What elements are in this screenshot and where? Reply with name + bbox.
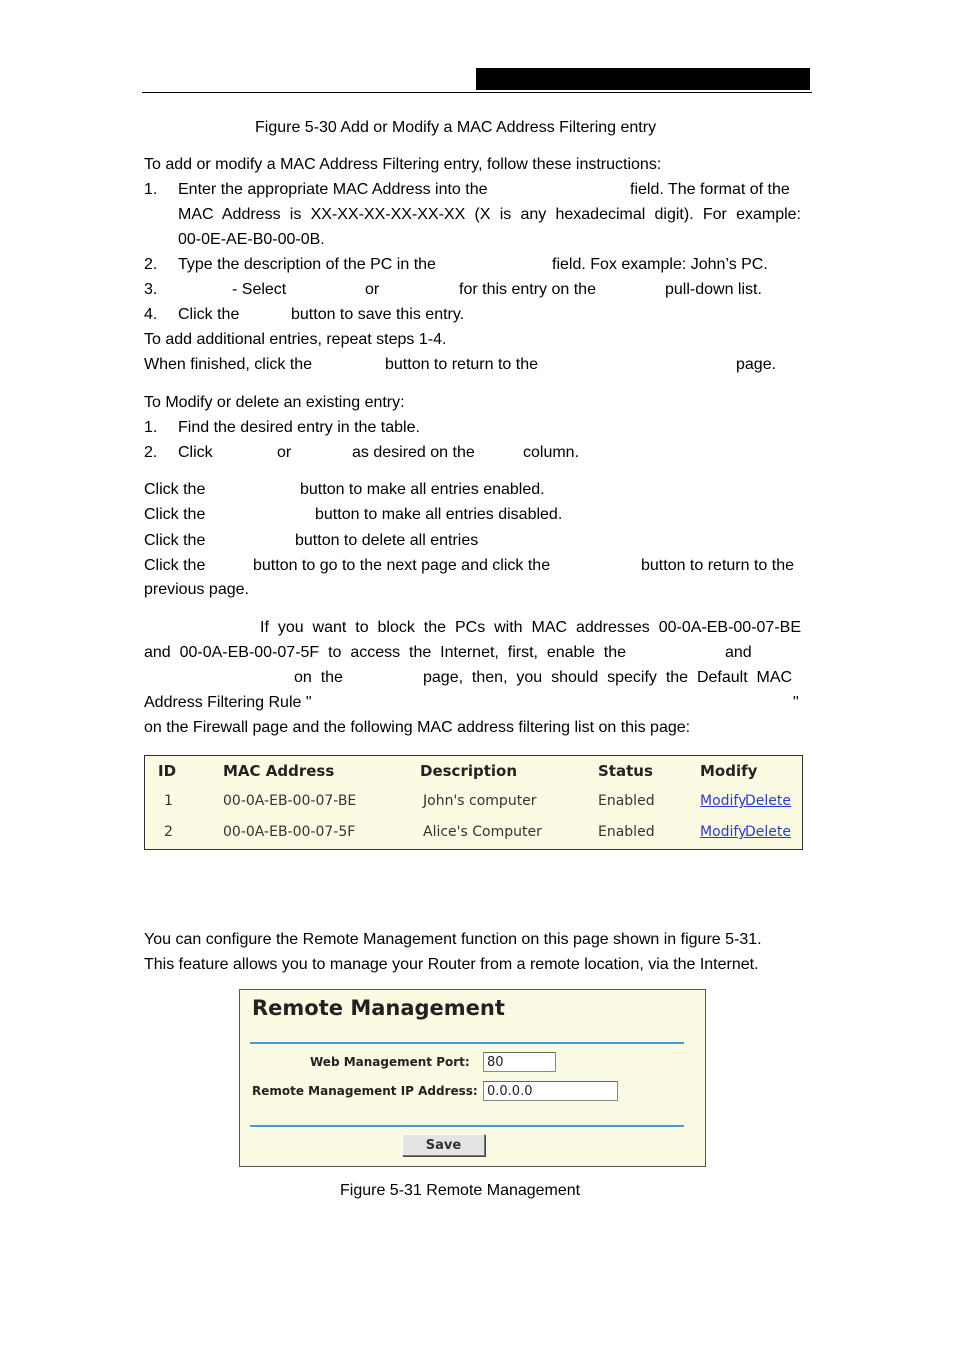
row-status: Enabled: [598, 793, 655, 809]
figure-30-caption: Figure 5-30 Add or Modify a MAC Address Filtering entry: [255, 119, 657, 136]
step-number: 2.: [144, 444, 158, 461]
header-description: Description: [420, 762, 518, 780]
row-description: Alice's Computer: [423, 824, 542, 840]
step-1-line-3: 00-0E-AE-B0-00-0B.: [178, 231, 325, 248]
click-enable-a: Click the: [144, 481, 206, 498]
delete-link[interactable]: Delete: [745, 824, 791, 840]
finished-text-a: When finished, click the: [144, 356, 313, 373]
step-2-text-a: Type the description of the PC in the: [178, 256, 436, 273]
step-3-text-d: pull-down list.: [665, 281, 762, 298]
next-prev-d: previous page.: [144, 581, 249, 598]
header-bar: [476, 68, 810, 90]
modify-step-2-c: as desired on the: [352, 444, 475, 461]
modify-step-2-a: Click: [178, 444, 213, 461]
header-status: Status: [598, 762, 653, 780]
delete-link[interactable]: Delete: [745, 793, 791, 809]
click-delete-b: button to delete all entries: [295, 532, 479, 549]
save-button[interactable]: Save: [402, 1134, 485, 1156]
example-line-3a: on the: [294, 669, 343, 686]
header-id: ID: [158, 762, 177, 780]
row-id: 2: [164, 824, 173, 840]
example-line-2a: and 00-0A-EB-00-07-5F to access the Internet, first, enable the: [144, 644, 627, 661]
web-port-input[interactable]: [483, 1052, 556, 1072]
step-1-line-2-text: MAC Address is XX-XX-XX-XX-XX-XX (X is any hexadecimal digit). For example:: [178, 206, 801, 223]
modify-step-2-b: or: [277, 444, 292, 461]
step-number: 1.: [144, 181, 158, 198]
modify-step-2-d: column.: [523, 444, 580, 461]
remote-ip-label: Remote Management IP Address:: [252, 1084, 478, 1098]
step-1-line-1a: Enter the appropriate MAC Address into the: [178, 181, 488, 198]
step-number: 4.: [144, 306, 158, 323]
modify-step-1: Find the desired entry in the table.: [178, 419, 420, 436]
step-1-line-1b: field. The format of the: [630, 181, 790, 198]
click-disable-a: Click the: [144, 506, 206, 523]
remote-management-panel: [239, 989, 706, 1167]
header-mac-address: MAC Address: [223, 762, 335, 780]
next-prev-c: button to return to the: [641, 557, 794, 574]
row-description: John's computer: [423, 793, 537, 809]
next-prev-b: button to go to the next page and click the: [253, 557, 551, 574]
mac-filter-table: [144, 755, 803, 850]
example-line-4b: ": [793, 694, 799, 711]
finished-text-b: button to return to the: [385, 356, 538, 373]
step-number: 1.: [144, 419, 158, 436]
repeat-text: To add additional entries, repeat steps 1-4.: [144, 331, 447, 348]
example-line-5: on the Firewall page and the following MAC address filtering list on this page:: [144, 719, 691, 736]
example-line-2b: and: [725, 644, 752, 661]
step-3-text-b: or: [365, 281, 380, 298]
modify-link[interactable]: Modify: [700, 793, 747, 809]
figure-31-caption: Figure 5-31 Remote Management: [340, 1182, 581, 1199]
step-1-line-2: [178, 205, 801, 225]
modify-intro: To Modify or delete an existing entry:: [144, 394, 405, 411]
header-modify: Modify: [700, 762, 758, 780]
intro-text: To add or modify a MAC Address Filtering entry, follow these instructions:: [144, 156, 662, 173]
click-delete-a: Click the: [144, 532, 206, 549]
panel-title: Remote Management: [252, 996, 505, 1020]
web-port-label: Web Management Port:: [310, 1055, 470, 1069]
finished-text-c: page.: [736, 356, 777, 373]
step-number: 3.: [144, 281, 158, 298]
step-3-text-c: for this entry on the: [459, 281, 596, 298]
modify-link[interactable]: Modify: [700, 824, 747, 840]
row-id: 1: [164, 793, 173, 809]
remote-intro-1: You can configure the Remote Management function on this page shown in figure 5-31.: [144, 931, 762, 948]
step-3-text-a: - Select: [232, 281, 287, 298]
header-rule: [142, 92, 812, 93]
panel-divider-top: [250, 1042, 684, 1044]
step-2-text-b: field. Fox example: John’s PC.: [552, 256, 768, 273]
example-line-4a: Address Filtering Rule ": [144, 694, 312, 711]
click-enable-b: button to make all entries enabled.: [300, 481, 545, 498]
step-4-text-a: Click the: [178, 306, 240, 323]
remote-intro-2: This feature allows you to manage your Router from a remote location, via the Internet.: [144, 956, 759, 973]
panel-divider-bottom: [250, 1125, 684, 1127]
example-line-3b: page, then, you should specify the Default MAC: [423, 669, 793, 686]
step-4-text-b: button to save this entry.: [291, 306, 465, 323]
remote-ip-input[interactable]: [483, 1081, 618, 1101]
example-line-1: If you want to block the PCs with MAC addresses 00-0A-EB-00-07-BE: [260, 619, 801, 636]
row-mac: 00-0A-EB-00-07-BE: [223, 793, 357, 809]
row-status: Enabled: [598, 824, 655, 840]
click-disable-b: button to make all entries disabled.: [315, 506, 563, 523]
next-prev-a: Click the: [144, 557, 206, 574]
row-mac: 00-0A-EB-00-07-5F: [223, 824, 356, 840]
step-number: 2.: [144, 256, 158, 273]
